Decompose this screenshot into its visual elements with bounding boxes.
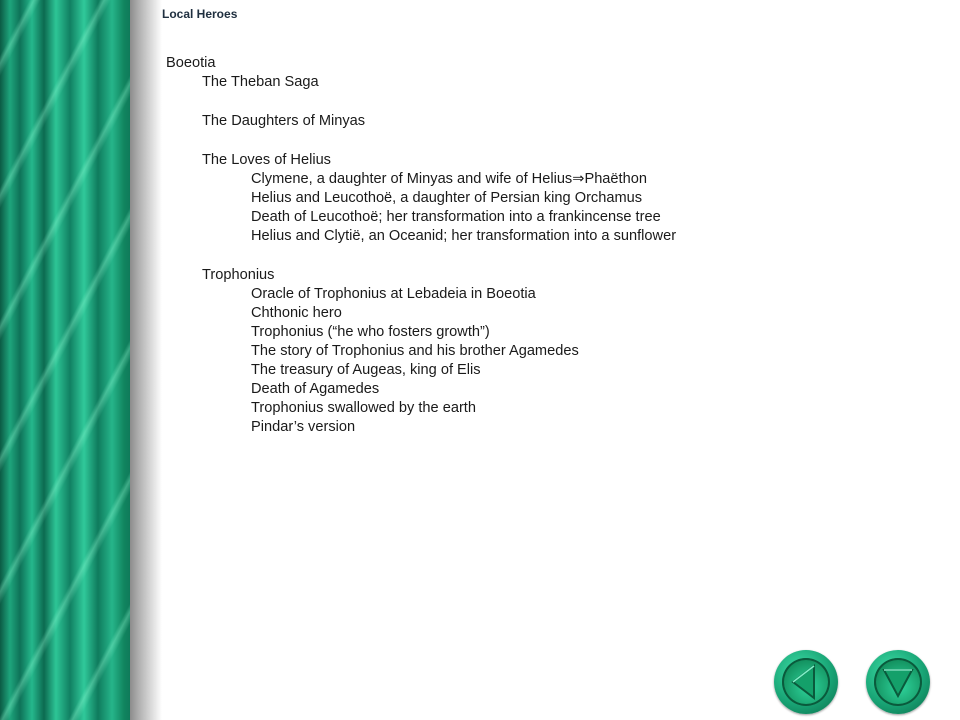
decorative-sidebar: [0, 0, 130, 720]
outline-subtopic: The story of Trophonius and his brother Agamedes: [251, 343, 579, 359]
outline-subtopic: Clymene, a daughter of Minyas and wife of Helius⇒Phaëthon: [251, 171, 647, 187]
outline-subtopic: Pindar’s version: [251, 419, 356, 435]
outline-spacer: [166, 246, 946, 266]
previous-slide-button[interactable]: [774, 650, 838, 714]
outline-subtopic: The treasury of Augeas, king of Elis: [251, 362, 481, 378]
outline-spacer: [166, 131, 946, 151]
outline-subtopic: Helius and Clytië, an Oceanid; her transformation into a sunflower: [251, 228, 677, 244]
outline-topic: Trophonius: [202, 267, 275, 283]
back-triangle-icon: [774, 650, 838, 714]
outline-topic: The Theban Saga: [202, 74, 319, 90]
outline-topic: The Loves of Helius: [202, 152, 331, 168]
outline-subtopic: Helius and Leucothoë, a daughter of Persian king Orchamus: [251, 190, 643, 206]
sidebar-shadow: [130, 0, 162, 720]
outline-subtopic: Chthonic hero: [251, 305, 342, 321]
outline-spacer: [166, 92, 946, 112]
outline-subtopic: Trophonius (“he who fosters growth”): [251, 324, 490, 340]
outline-subtopic: Oracle of Trophonius at Lebadeia in Boeotia: [251, 286, 536, 302]
next-slide-button[interactable]: [866, 650, 930, 714]
outline-list: [166, 54, 946, 437]
outline-subtopic: Death of Agamedes: [251, 381, 380, 397]
outline-subtopic: Trophonius swallowed by the earth: [251, 400, 476, 416]
forward-triangle-icon: [866, 650, 930, 714]
outline-subtopic: Death of Leucothoë; her transformation into a frankincense tree: [251, 209, 661, 225]
outline-topic: The Daughters of Minyas: [202, 113, 366, 129]
slide-title: Local Heroes: [162, 7, 238, 21]
outline-heading: Boeotia: [166, 55, 216, 71]
